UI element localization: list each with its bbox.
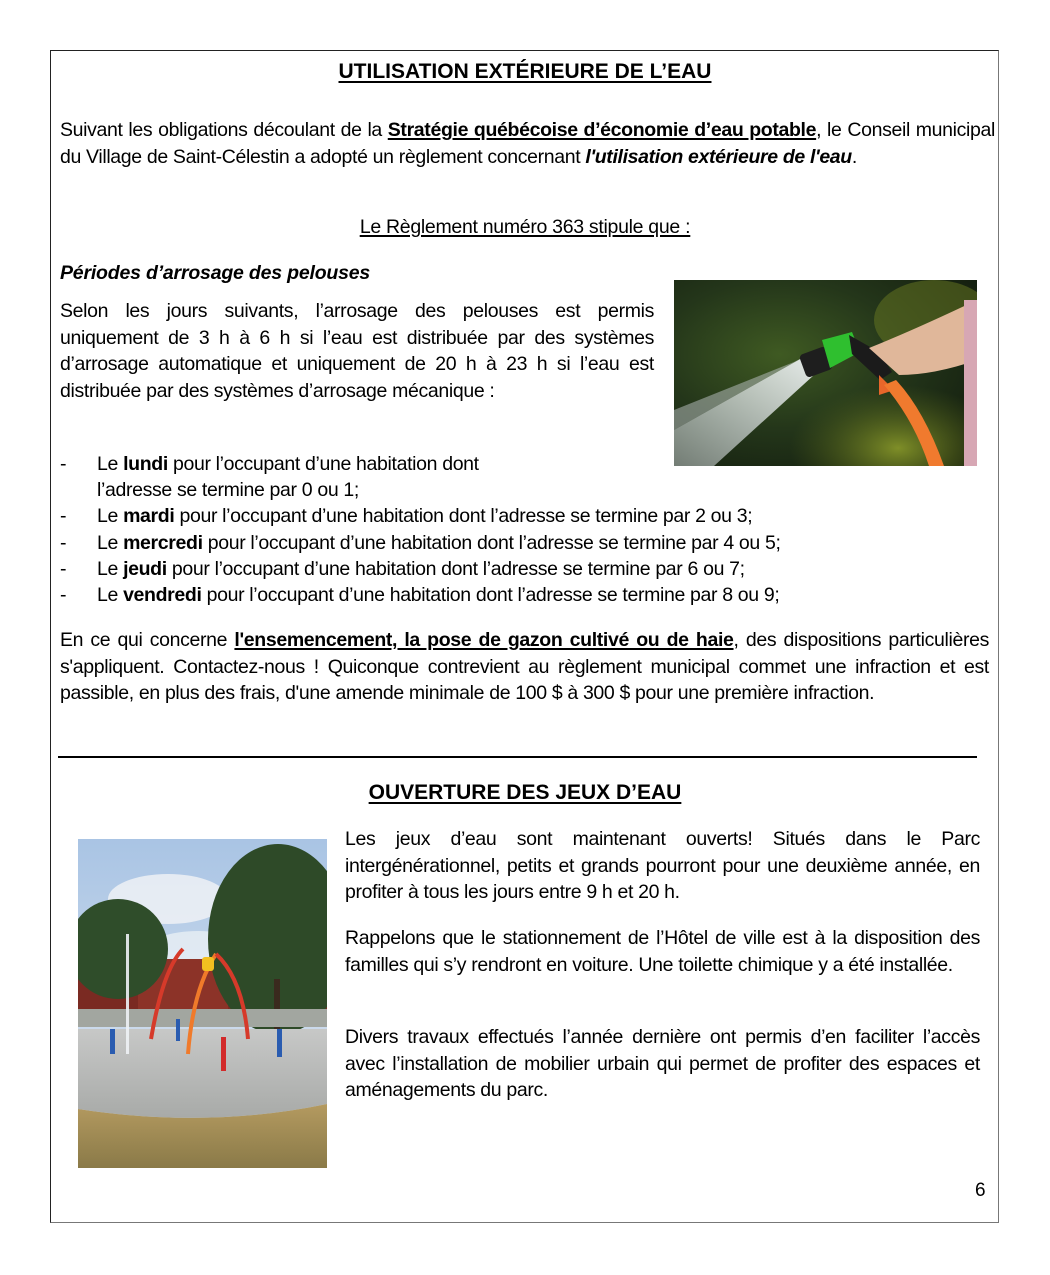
schedule-item-friday — [60, 582, 781, 608]
regulation-line — [0, 216, 1050, 239]
section-title-outdoor-water-use: UTILISATION EXTÉRIEURE DE L’EAU — [338, 60, 712, 83]
schedule-item-thursday — [60, 556, 781, 582]
water-games-paragraph-1: Les jeux d’eau sont maintenant ouverts! Situés dans le Parc intergénérationnel, petits et grands pourront pour une deuxième année, en profiter à tous les jours entre 9 h et 20 h. — [345, 828, 980, 903]
bullet-dash: - — [60, 584, 67, 607]
schedule-prefix: Le — [97, 505, 124, 528]
page-number: 6 — [975, 1180, 986, 1201]
seeding-text-before: En ce qui concerne — [60, 629, 235, 651]
bullet-dash: - — [60, 531, 67, 554]
regulation-text: Le Règlement numéro 363 stipule que : — [359, 216, 691, 238]
splash-pad-photo — [78, 839, 327, 1168]
seeding-text-after: , des dispositions particulières s'appliquent. Contactez-nous ! Quiconque contrevient au règlement municipal commet une infraction et est passible, en plus des frais, d'une amende minimale de 100 $ à 300 $ pour une première infraction. — [60, 629, 989, 704]
schedule-day: lundi — [123, 453, 168, 475]
water-games-paragraph-3: Divers travaux effectués l’année dernière ont permis d’en faciliter l’accès avec l’installation de mobilier urbain qui permet de profiter des espaces et aménagements du parc. — [345, 1026, 980, 1101]
schedule-prefix: Le — [97, 453, 124, 475]
schedule-prefix: Le — [97, 584, 124, 607]
schedule-text-continued: l’adresse se termine par 0 ou 1; — [97, 479, 359, 502]
schedule-text: pour l’occupant d’une habitation dont l’adresse se termine par 8 ou 9; — [201, 584, 780, 607]
garden-hose-photo — [674, 280, 977, 466]
schedule-text: pour l’occupant d’une habitation dont — [167, 453, 479, 475]
watering-paragraph: Selon les jours suivants, l’arrosage des pelouses est permis uniquement de 3 h à 6 h si l’eau est distribuée par des systèmes d’arrosage automatique et uniquement de 20 h à 23 h si l’eau est distribuée par des systèmes d’arrosage mécanique : — [60, 300, 654, 402]
schedule-item-wednesday — [60, 530, 781, 556]
schedule-text: pour l’occupant d’une habitation dont l’adresse se termine par 2 ou 3; — [174, 505, 753, 528]
intro-text-after: . — [851, 145, 857, 168]
bullet-dash: - — [60, 557, 67, 580]
intro-text-before: Suivant les obligations découlant de la — [60, 119, 388, 141]
seeding-paragraph — [60, 627, 989, 707]
seeding-emphasis: l'ensemencement, la pose de gazon cultivé ou de haie — [234, 629, 734, 651]
bullet-dash: - — [60, 453, 67, 475]
section-divider — [58, 756, 977, 758]
schedule-day: mardi — [123, 505, 175, 528]
bullet-dash: - — [60, 505, 67, 528]
schedule-prefix: Le — [97, 557, 124, 580]
schedule-text: pour l’occupant d’une habitation dont l’adresse se termine par 6 ou 7; — [166, 557, 745, 580]
schedule-day: vendredi — [123, 584, 202, 607]
section-title-water-games: OUVERTURE DES JEUX D’EAU — [368, 781, 682, 804]
intro-text-middle: , le Conseil municipal du Village de Saint-Célestin a adopté un règlement concernant — [60, 119, 995, 168]
schedule-item-tuesday — [60, 503, 781, 529]
schedule-item-monday — [60, 451, 781, 503]
schedule-day: mercredi — [123, 531, 203, 554]
strategy-title: Stratégie québécoise d’économie d’eau potable — [387, 119, 817, 141]
schedule-text: pour l’occupant d’une habitation dont l’adresse se termine par 4 ou 5; — [202, 531, 781, 554]
intro-paragraph — [60, 117, 995, 170]
watering-periods-subheading: Périodes d’arrosage des pelouses — [60, 262, 371, 284]
intro-emphasis: l'utilisation extérieure de l'eau — [585, 145, 852, 168]
schedule-day: jeudi — [123, 557, 167, 580]
schedule-prefix: Le — [97, 531, 124, 554]
water-games-paragraph-2: Rappelons que le stationnement de l’Hôtel de ville est à la disposition des familles qui s’y rendront en voiture. Une toilette chimique y a été installée. — [345, 927, 980, 976]
watering-schedule-list — [60, 451, 781, 608]
